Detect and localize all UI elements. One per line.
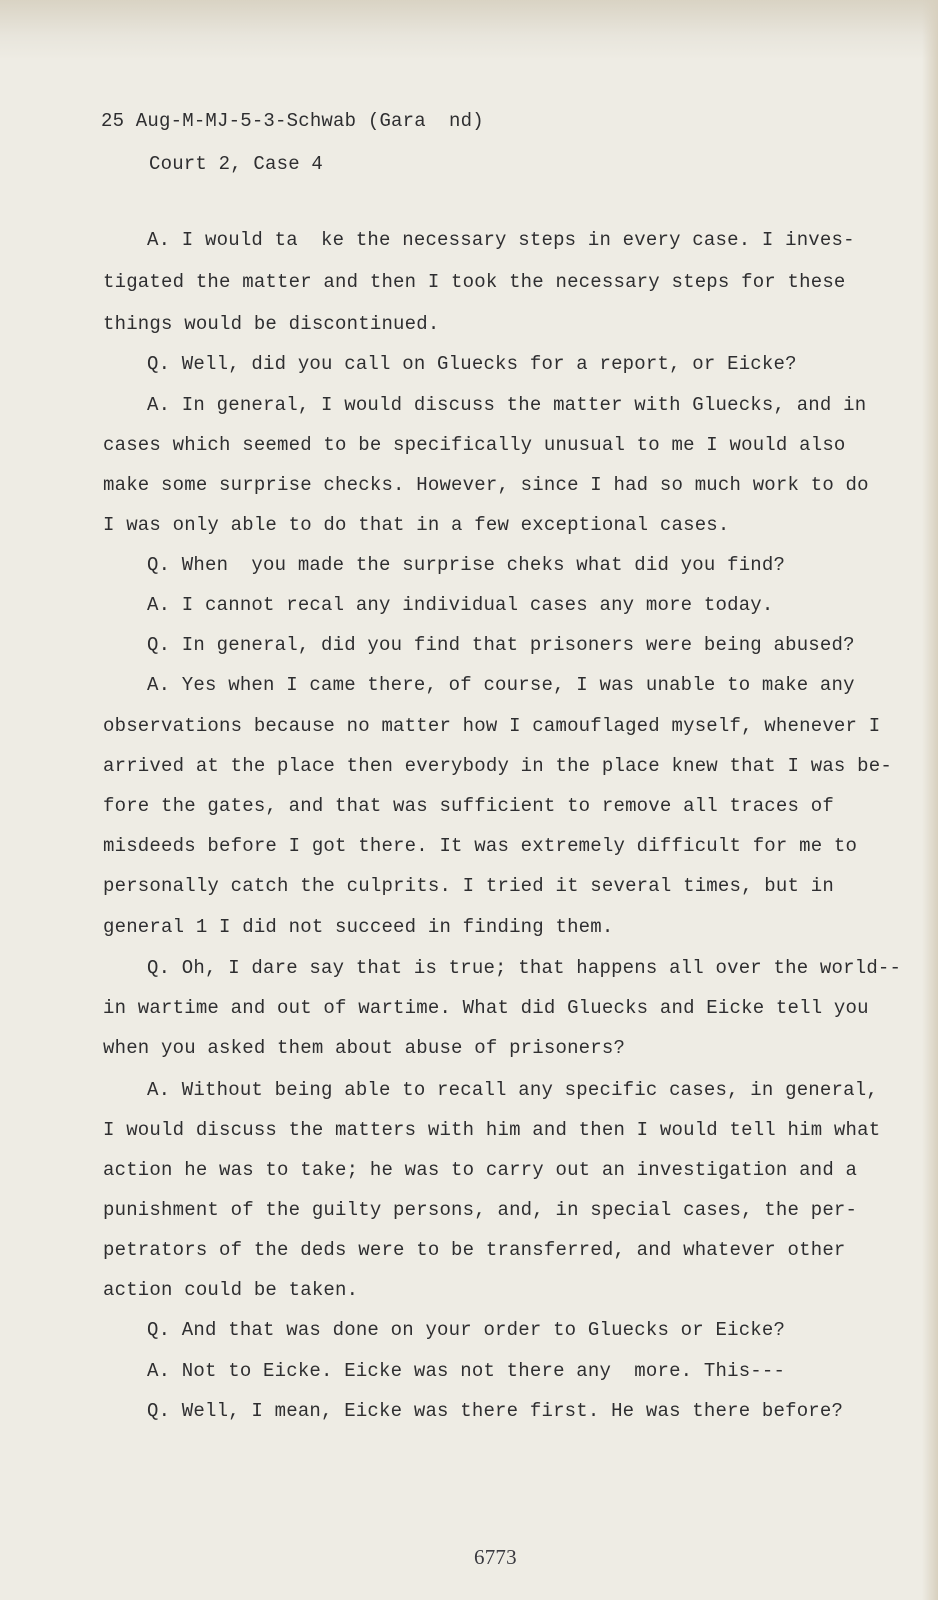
- paper-edge-top: [0, 0, 938, 60]
- header-court-case: Court 2, Case 4: [149, 153, 324, 175]
- text-line: I would discuss the matters with him and then I would tell him what: [103, 1119, 881, 1141]
- paper-edge-right: [922, 0, 938, 1600]
- text-line: fore the gates, and that was sufficient to remove all traces of: [103, 795, 834, 817]
- text-line: personally catch the culprits. I tried it several times, but in: [103, 875, 834, 897]
- text-line: in wartime and out of wartime. What did Gluecks and Eicke tell you: [103, 997, 869, 1019]
- text-line: action could be taken.: [103, 1279, 359, 1301]
- text-line: arrived at the place then everybody in the place knew that I was be-: [103, 755, 892, 777]
- text-line: general 1 I did not succeed in finding them.: [103, 916, 614, 938]
- text-line: A. Not to Eicke. Eicke was not there any more. This---: [147, 1360, 786, 1382]
- page-number: 6773: [474, 1545, 517, 1569]
- text-line: Q. When you made the surprise cheks what did you find?: [147, 554, 786, 576]
- text-line: punishment of the guilty persons, and, in special cases, the per-: [103, 1199, 858, 1221]
- text-line: Q. In general, did you find that prisoners were being abused?: [147, 634, 855, 656]
- header-reference: 25 Aug-M-MJ-5-3-Schwab (Gara nd): [101, 110, 484, 132]
- text-line: petrators of the deds were to be transferred, and whatever other: [103, 1239, 846, 1261]
- text-line: tigated the matter and then I took the necessary steps for these: [103, 271, 846, 293]
- text-line: I was only able to do that in a few exceptional cases.: [103, 514, 730, 536]
- text-line: A. Without being able to recall any specific cases, in general,: [147, 1079, 878, 1101]
- text-line: Q. Well, did you call on Gluecks for a report, or Eicke?: [147, 353, 797, 375]
- text-line: things would be discontinued.: [103, 313, 440, 335]
- text-line: when you asked them about abuse of prisoners?: [103, 1037, 626, 1059]
- text-line: Q. And that was done on your order to Gluecks or Eicke?: [147, 1319, 786, 1341]
- text-line: make some surprise checks. However, since I had so much work to do: [103, 474, 869, 496]
- text-line: observations because no matter how I camouflaged myself, whenever I: [103, 715, 881, 737]
- text-line: action he was to take; he was to carry out an investigation and a: [103, 1159, 858, 1181]
- text-line: A. I would ta ke the necessary steps in every case. I inves-: [147, 229, 855, 251]
- text-line: Q. Well, I mean, Eicke was there first. He was there before?: [147, 1400, 844, 1422]
- text-line: Q. Oh, I dare say that is true; that happens all over the world--: [147, 957, 902, 979]
- text-line: A. In general, I would discuss the matter with Gluecks, and in: [147, 394, 867, 416]
- text-line: cases which seemed to be specifically unusual to me I would also: [103, 434, 846, 456]
- text-line: A. I cannot recal any individual cases any more today.: [147, 594, 774, 616]
- text-line: misdeeds before I got there. It was extremely difficult for me to: [103, 835, 858, 857]
- text-line: A. Yes when I came there, of course, I was unable to make any: [147, 674, 855, 696]
